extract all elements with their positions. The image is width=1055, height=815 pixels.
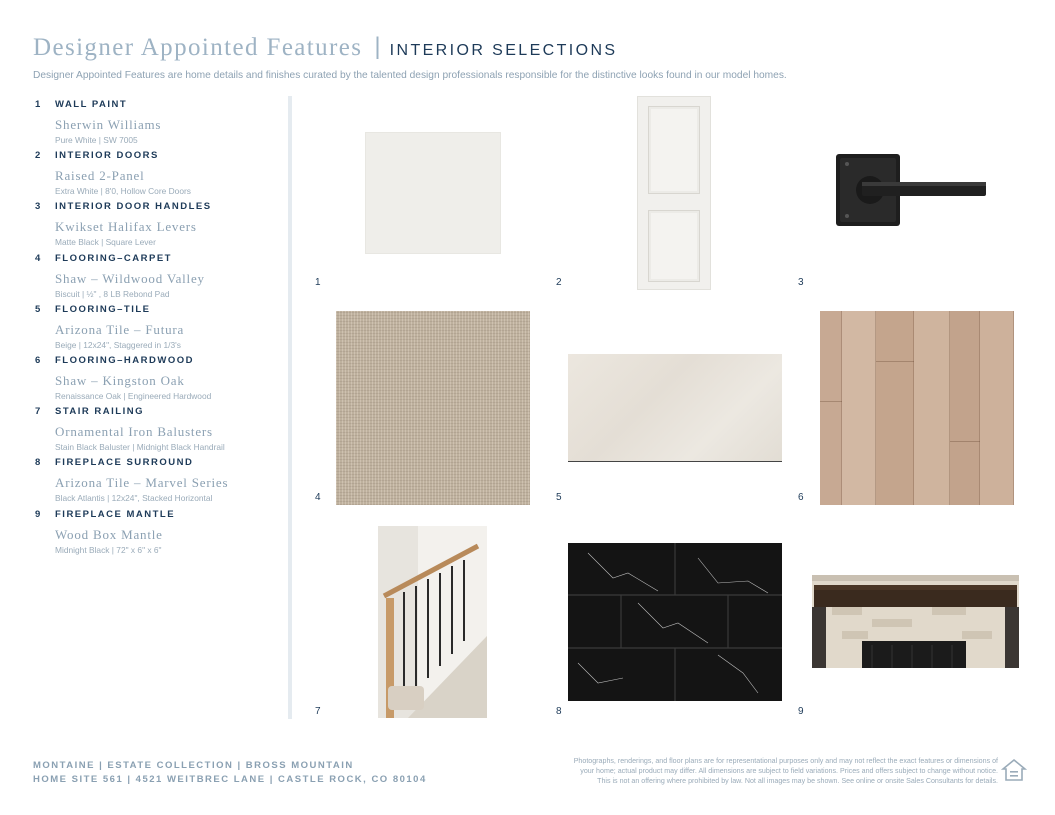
item-detail: Stain Black Baluster | Midnight Black Handrail xyxy=(55,442,225,453)
fireplace-icon xyxy=(812,575,1019,668)
item-name: Wood Box Mantle xyxy=(55,526,163,542)
item-detail: Renaissance Oak | Engineered Hardwood xyxy=(55,390,212,401)
wood-plank xyxy=(876,311,914,505)
page-header xyxy=(33,34,1033,81)
item-name: Raised 2-Panel xyxy=(55,168,145,184)
list-item-hardwood xyxy=(35,355,275,406)
grid-label-1: 1 xyxy=(315,277,321,288)
door-lower-panel xyxy=(648,210,700,282)
item-number: 4 xyxy=(35,252,42,264)
list-item-fireplace-surround xyxy=(35,457,275,508)
stair-railing-image xyxy=(378,526,487,718)
title-separator: | xyxy=(374,33,381,60)
item-name: Ornamental Iron Balusters xyxy=(55,424,213,440)
footer-address xyxy=(33,759,427,787)
footer-home-site: HOME SITE 561 | 4521 WEITBREC LANE | CASTLE ROCK, CO 80104 xyxy=(33,774,427,785)
item-number: 9 xyxy=(35,508,42,520)
tile-swatch xyxy=(568,354,782,462)
page-subtitle: Designer Appointed Features are home details and finishes curated by the talented design professionals responsible for the distinctive looks found in our model homes. xyxy=(33,70,787,81)
page-title: Designer Appointed Features xyxy=(33,34,363,61)
grid-label-7: 7 xyxy=(315,706,321,717)
door-upper-panel xyxy=(648,106,700,194)
vertical-divider xyxy=(288,96,292,719)
equal-housing-opportunity-icon xyxy=(1001,758,1027,784)
wood-plank xyxy=(842,311,876,505)
list-item-fireplace-mantle xyxy=(35,509,275,560)
item-name: Kwikset Halifax Levers xyxy=(55,219,197,235)
selections-list xyxy=(35,99,275,560)
stair-railing-icon xyxy=(378,526,487,718)
item-category: FLOORING–HARDWOOD xyxy=(55,354,194,366)
marble-tile-swatch xyxy=(568,543,782,701)
item-number: 7 xyxy=(35,406,42,418)
grid-label-3: 3 xyxy=(798,277,804,288)
list-item-interior-doors xyxy=(35,150,275,201)
grid-label-5: 5 xyxy=(556,492,562,503)
wood-plank xyxy=(914,311,950,505)
title-row xyxy=(33,34,1033,62)
item-number: 8 xyxy=(35,457,42,469)
item-name: Shaw – Wildwood Valley xyxy=(55,270,205,286)
wood-plank xyxy=(820,311,842,505)
wall-paint-swatch xyxy=(365,132,501,254)
list-item-carpet xyxy=(35,253,275,304)
grid-label-6: 6 xyxy=(798,492,804,503)
disclaimer-line-2: your home; actual product may differ. All dimensions are subject to field variations. Prices and offers subject to change without notice. xyxy=(580,767,998,775)
section-title: INTERIOR SELECTIONS xyxy=(389,42,618,59)
item-category: STAIR RAILING xyxy=(55,406,144,418)
list-item-door-handles xyxy=(35,201,275,252)
item-name: Arizona Tile – Marvel Series xyxy=(55,475,229,491)
carpet-swatch xyxy=(336,311,530,505)
item-number: 1 xyxy=(35,99,42,110)
item-category: WALL PAINT xyxy=(55,99,128,110)
fireplace-mantle-image xyxy=(812,575,1019,668)
item-number: 5 xyxy=(35,303,42,315)
item-detail: Pure White | SW 7005 xyxy=(55,135,138,145)
disclaimer-line-3: This is not an offering where prohibited by law. Not all images may be shown. See online or onsite Sales Consultants for details. xyxy=(597,777,998,785)
item-name: Shaw – Kingston Oak xyxy=(55,372,185,388)
item-number: 6 xyxy=(35,354,42,366)
grid-label-4: 4 xyxy=(315,492,321,503)
item-category: FIREPLACE SURROUND xyxy=(55,457,194,469)
door-lever-icon xyxy=(830,150,990,230)
footer-disclaimer xyxy=(520,756,998,786)
door-lever-image xyxy=(830,150,990,230)
grid-label-8: 8 xyxy=(556,706,562,717)
hardwood-swatch xyxy=(820,311,1014,505)
item-category: INTERIOR DOORS xyxy=(55,150,159,162)
list-item-tile xyxy=(35,304,275,355)
interior-door-image xyxy=(637,96,711,290)
grid-label-2: 2 xyxy=(556,277,562,288)
wood-plank xyxy=(980,311,1014,505)
wood-plank xyxy=(950,311,980,505)
item-number: 2 xyxy=(35,150,42,162)
item-detail: Extra White | 8'0, Hollow Core Doors xyxy=(55,186,191,197)
footer-community: MONTAINE | ESTATE COLLECTION | BROSS MOUNTAIN xyxy=(33,760,354,771)
disclaimer-line-1: Photographs, renderings, and floor plans are for representational purposes only and may not reflect the exact features or dimensions of xyxy=(573,757,998,765)
item-detail: Biscuit | ½" , 8 LB Rebond Pad xyxy=(55,288,170,299)
item-category: INTERIOR DOOR HANDLES xyxy=(55,201,212,213)
item-detail: Matte Black | Square Lever xyxy=(55,237,156,248)
item-name: Sherwin Williams xyxy=(55,117,162,132)
item-category: FIREPLACE MANTLE xyxy=(55,508,176,520)
item-category: FLOORING–CARPET xyxy=(55,252,172,264)
grid-label-9: 9 xyxy=(798,706,804,717)
item-name: Arizona Tile – Futura xyxy=(55,321,185,337)
list-item-stair-railing xyxy=(35,406,275,457)
item-detail: Black Atlantis | 12x24", Stacked Horizontal xyxy=(55,493,213,504)
item-category: FLOORING–TILE xyxy=(55,303,151,315)
list-item-wall-paint xyxy=(35,99,275,150)
item-number: 3 xyxy=(35,201,42,213)
item-detail: Midnight Black | 72" x 6" x 6" xyxy=(55,544,162,555)
item-detail: Beige | 12x24", Staggered in 1/3's xyxy=(55,339,181,350)
marble-veins xyxy=(568,543,782,701)
